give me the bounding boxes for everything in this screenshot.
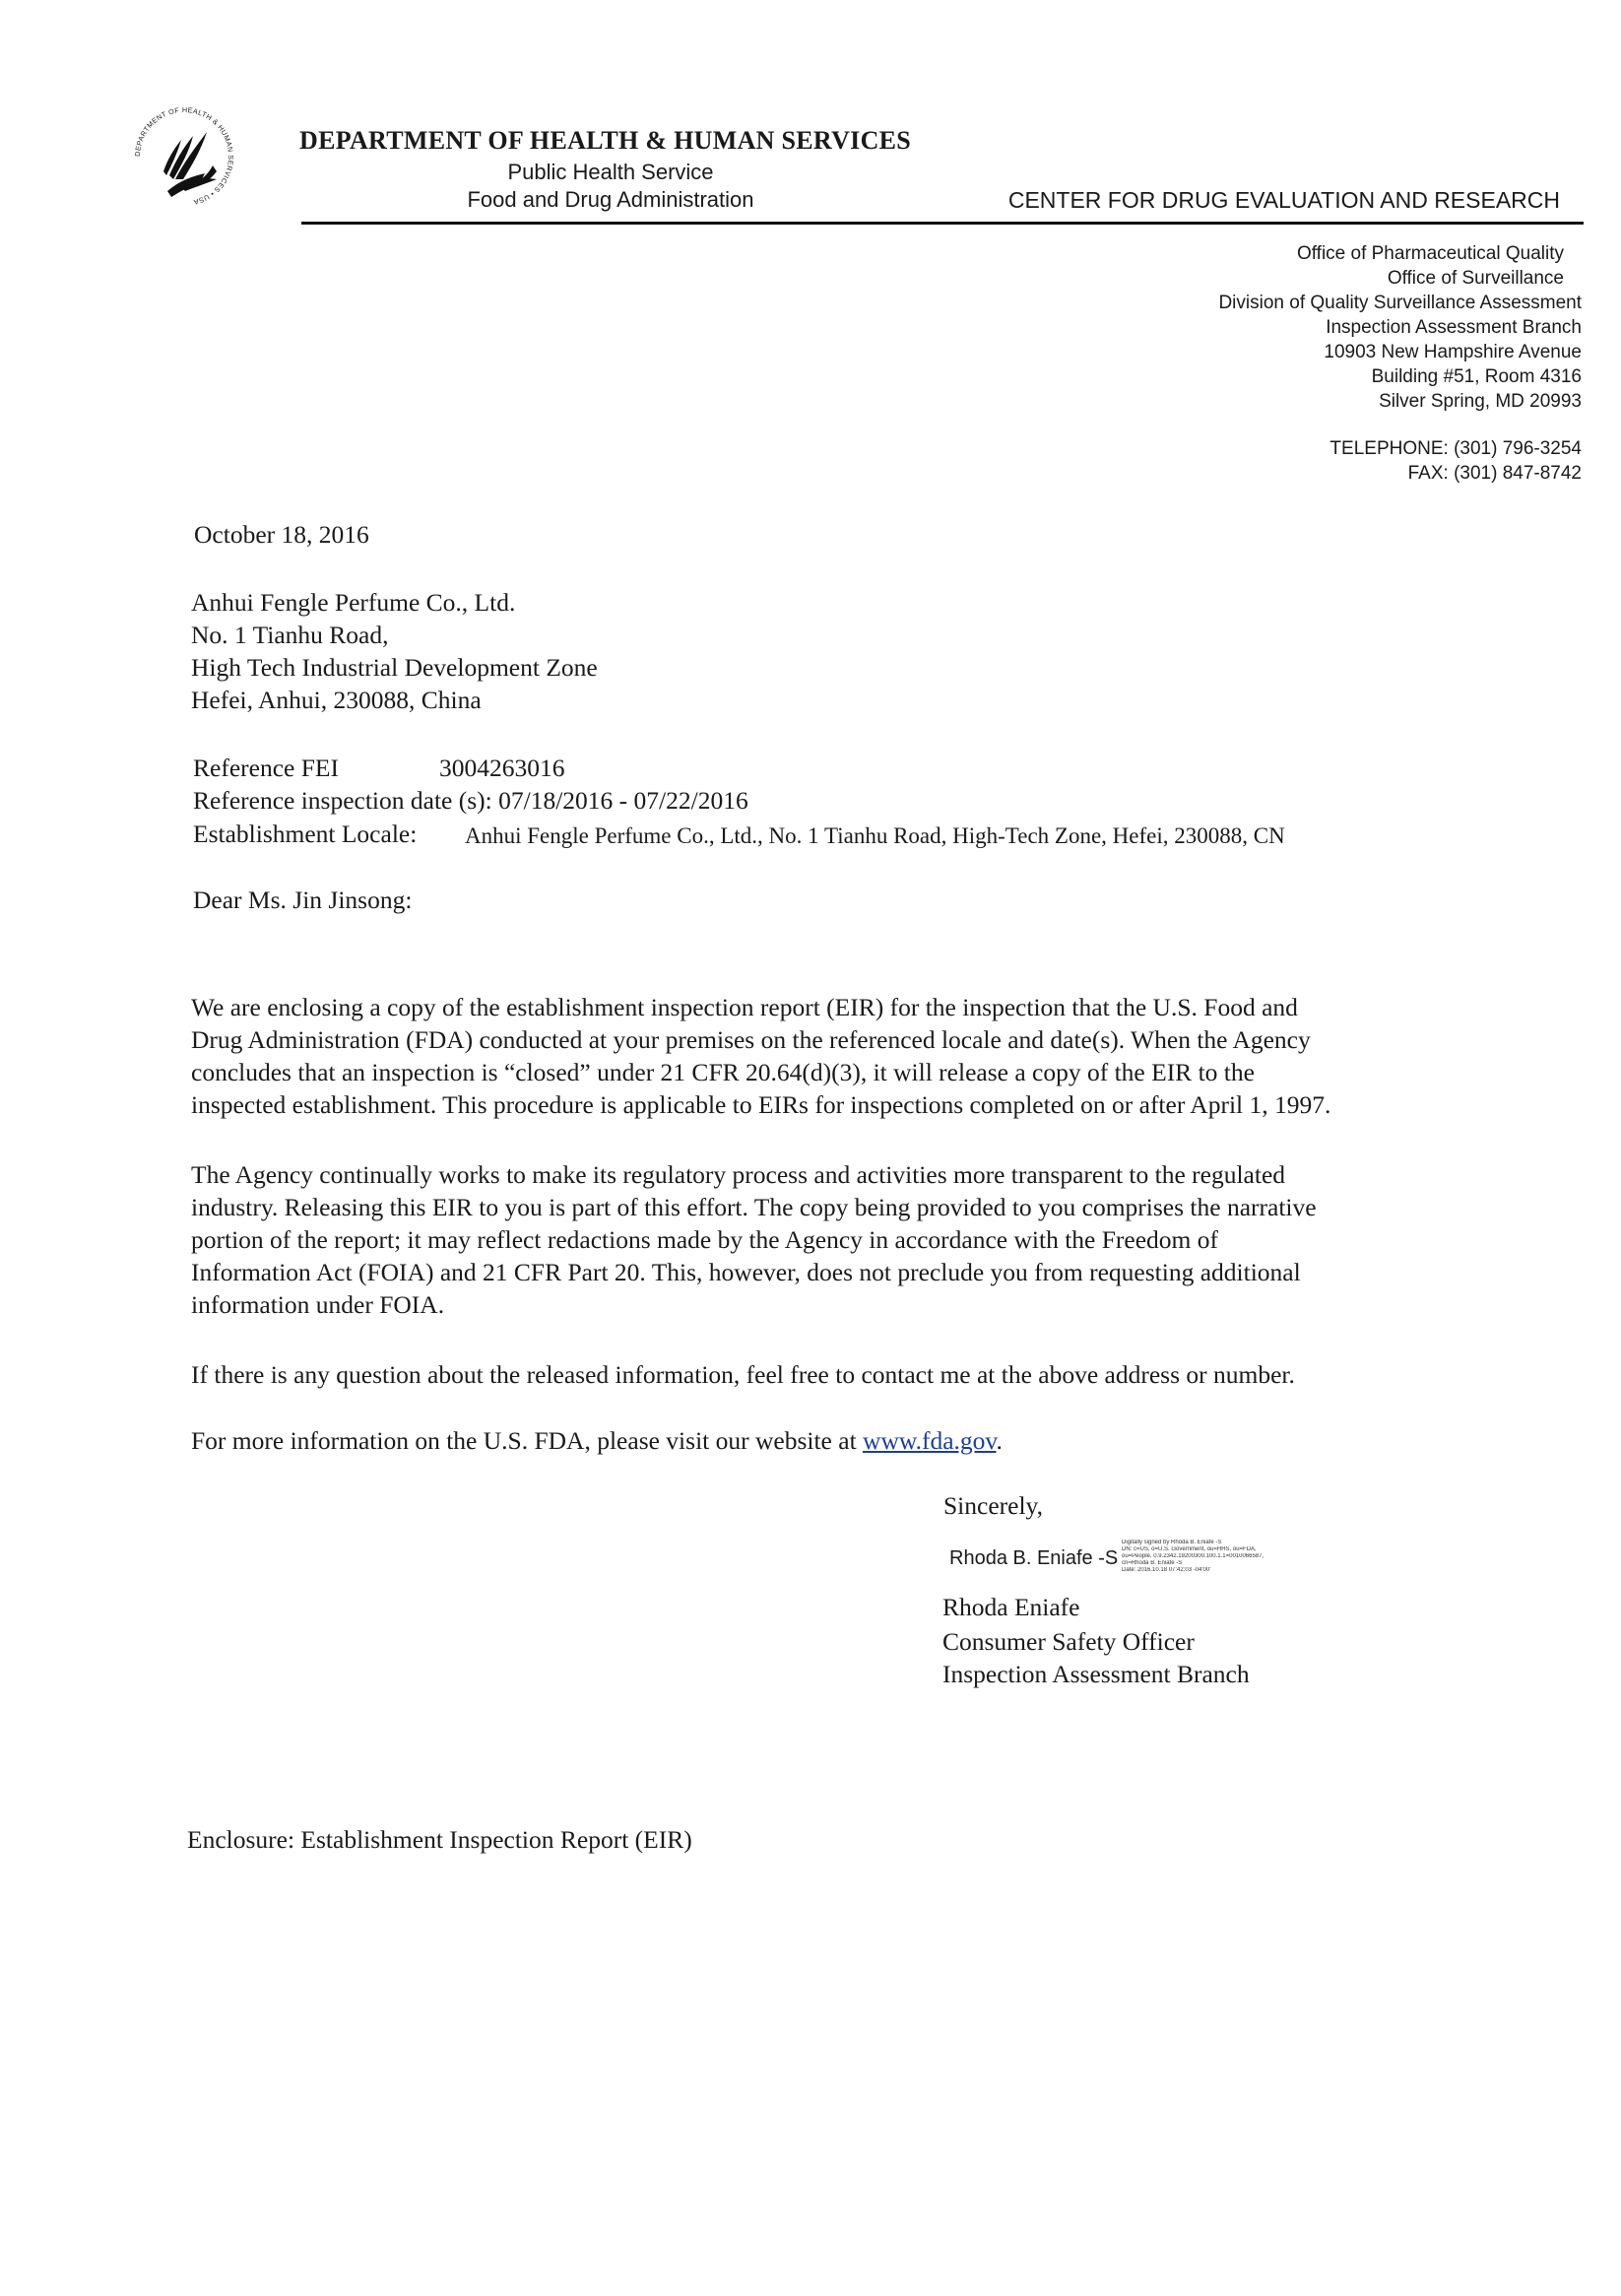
closing: Sincerely,: [943, 1491, 1044, 1520]
digital-signature: [949, 1540, 1264, 1573]
paragraph-line: industry. Releasing this EIR to you is part of this effort. The copy being provided to you comprises the narrative: [191, 1193, 1317, 1221]
paragraph-transparency: [191, 1158, 1550, 1321]
website-suffix: .: [996, 1426, 1003, 1455]
paragraph-website: [191, 1424, 1550, 1457]
reference-inspection-date: Reference inspection date (s): 07/18/2016 - 07/22/2016: [193, 786, 748, 815]
signer-branch: Inspection Assessment Branch: [942, 1660, 1250, 1688]
salutation: Dear Ms. Jin Jinsong:: [193, 886, 413, 914]
paragraph-line: If there is any question about the released information, feel free to contact me at the above address or number.: [191, 1360, 1295, 1389]
digital-signature-stamp: [1122, 1540, 1269, 1574]
letter-date: October 18, 2016: [194, 520, 369, 549]
office-line: Silver Spring, MD 20993: [1379, 391, 1582, 412]
department-title: DEPARTMENT OF HEALTH & HUMAN SERVICES: [299, 126, 912, 155]
establishment-locale-label: Establishment Locale:: [193, 820, 418, 848]
office-address-block: [991, 241, 1582, 414]
website-prefix: For more information on the U.S. FDA, please visit our website at: [191, 1426, 864, 1455]
establishment-locale-value: Anhui Fengle Perfume Co., Ltd., No. 1 Tianhu Road, High-Tech Zone, Hefei, 230088, CN: [465, 823, 1285, 848]
paragraph-eir-release: [191, 991, 1550, 1121]
stamp-line: Date: 2016.10.18 07:42:03 -04'00': [1122, 1567, 1211, 1573]
seal-ring-text: DEPARTMENT OF HEALTH & HUMAN SERVICES • USA: [132, 104, 236, 207]
paragraph-line: inspected establishment. This procedure is applicable to EIRs for inspections completed on or after April 1, 1997.: [191, 1090, 1331, 1119]
agency-name: Food and Drug Administration: [467, 187, 754, 212]
reference-fei-value: 3004263016: [439, 754, 565, 782]
recipient-line: No. 1 Tianhu Road,: [191, 621, 389, 649]
signer-title: Consumer Safety Officer: [942, 1627, 1195, 1656]
fax: FAX: (301) 847-8742: [1407, 463, 1582, 484]
paragraph-line: Drug Administration (FDA) conducted at your premises on the referenced locale and date(s). When the Agency: [191, 1025, 1311, 1054]
enclosure-note: Enclosure: Establishment Inspection Report (EIR): [187, 1825, 692, 1854]
paragraph-line: The Agency continually works to make its regulatory process and activities more transparent to the regulated: [191, 1160, 1286, 1189]
recipient-line: High Tech Industrial Development Zone: [191, 653, 598, 682]
paragraph-line: concludes that an inspection is “closed” under 21 CFR 20.64(d)(3), it will release a copy of the EIR to the: [191, 1058, 1255, 1086]
office-line: 10903 New Hampshire Avenue: [1324, 342, 1582, 362]
office-line: Office of Surveillance: [1387, 268, 1564, 289]
paragraph-line: We are enclosing a copy of the establishment inspection report (EIR) for the inspection that the U.S. Food and: [191, 993, 1298, 1021]
recipient-line: Hefei, Anhui, 230088, China: [191, 686, 482, 714]
office-line: Inspection Assessment Branch: [1326, 317, 1582, 338]
recipient-line: Anhui Fengle Perfume Co., Ltd.: [191, 588, 516, 617]
office-line: Office of Pharmaceutical Quality: [1296, 243, 1564, 264]
header-divider: [301, 222, 1584, 225]
office-line: Building #51, Room 4316: [1371, 366, 1582, 387]
paragraph-line: portion of the report; it may reflect redactions made by the Agency in accordance with the Freedom of: [191, 1225, 1218, 1254]
telephone: TELEPHONE: (301) 796-3254: [1329, 438, 1582, 459]
recipient-address: [191, 586, 1550, 716]
signer-name: Rhoda Eniafe: [942, 1593, 1080, 1621]
center-name: CENTER FOR DRUG EVALUATION AND RESEARCH: [1007, 187, 1560, 213]
stamp-line: DN: c=US, o=U.S. Government, ou=HHS, ou=FDA,: [1122, 1546, 1257, 1552]
public-health-service: Public Health Service: [507, 160, 714, 184]
hhs-seal-logo: [110, 83, 258, 230]
paragraph-line: information under FOIA.: [191, 1290, 445, 1319]
paragraph-contact: [191, 1358, 1550, 1391]
stamp-line: cn=Rhoda B. Eniafe -S: [1122, 1560, 1183, 1566]
contact-numbers: [1329, 436, 1582, 486]
reference-fei-label: Reference FEI: [193, 754, 339, 782]
stamp-line: ou=People, 0.9.2342.19200300.100.1.1=0010066587,: [1122, 1553, 1264, 1559]
digital-signature-name: Rhoda B. Eniafe -S: [949, 1547, 1119, 1569]
paragraph-line: Information Act (FOIA) and 21 CFR Part 20. This, however, does not preclude you from requesting additional: [191, 1258, 1301, 1286]
fda-website-link[interactable]: www.fda.gov: [863, 1426, 997, 1455]
office-line: Division of Quality Surveillance Assessment: [1218, 293, 1582, 313]
stamp-line: Digitally signed by Rhoda B. Eniafe -S: [1122, 1540, 1222, 1545]
